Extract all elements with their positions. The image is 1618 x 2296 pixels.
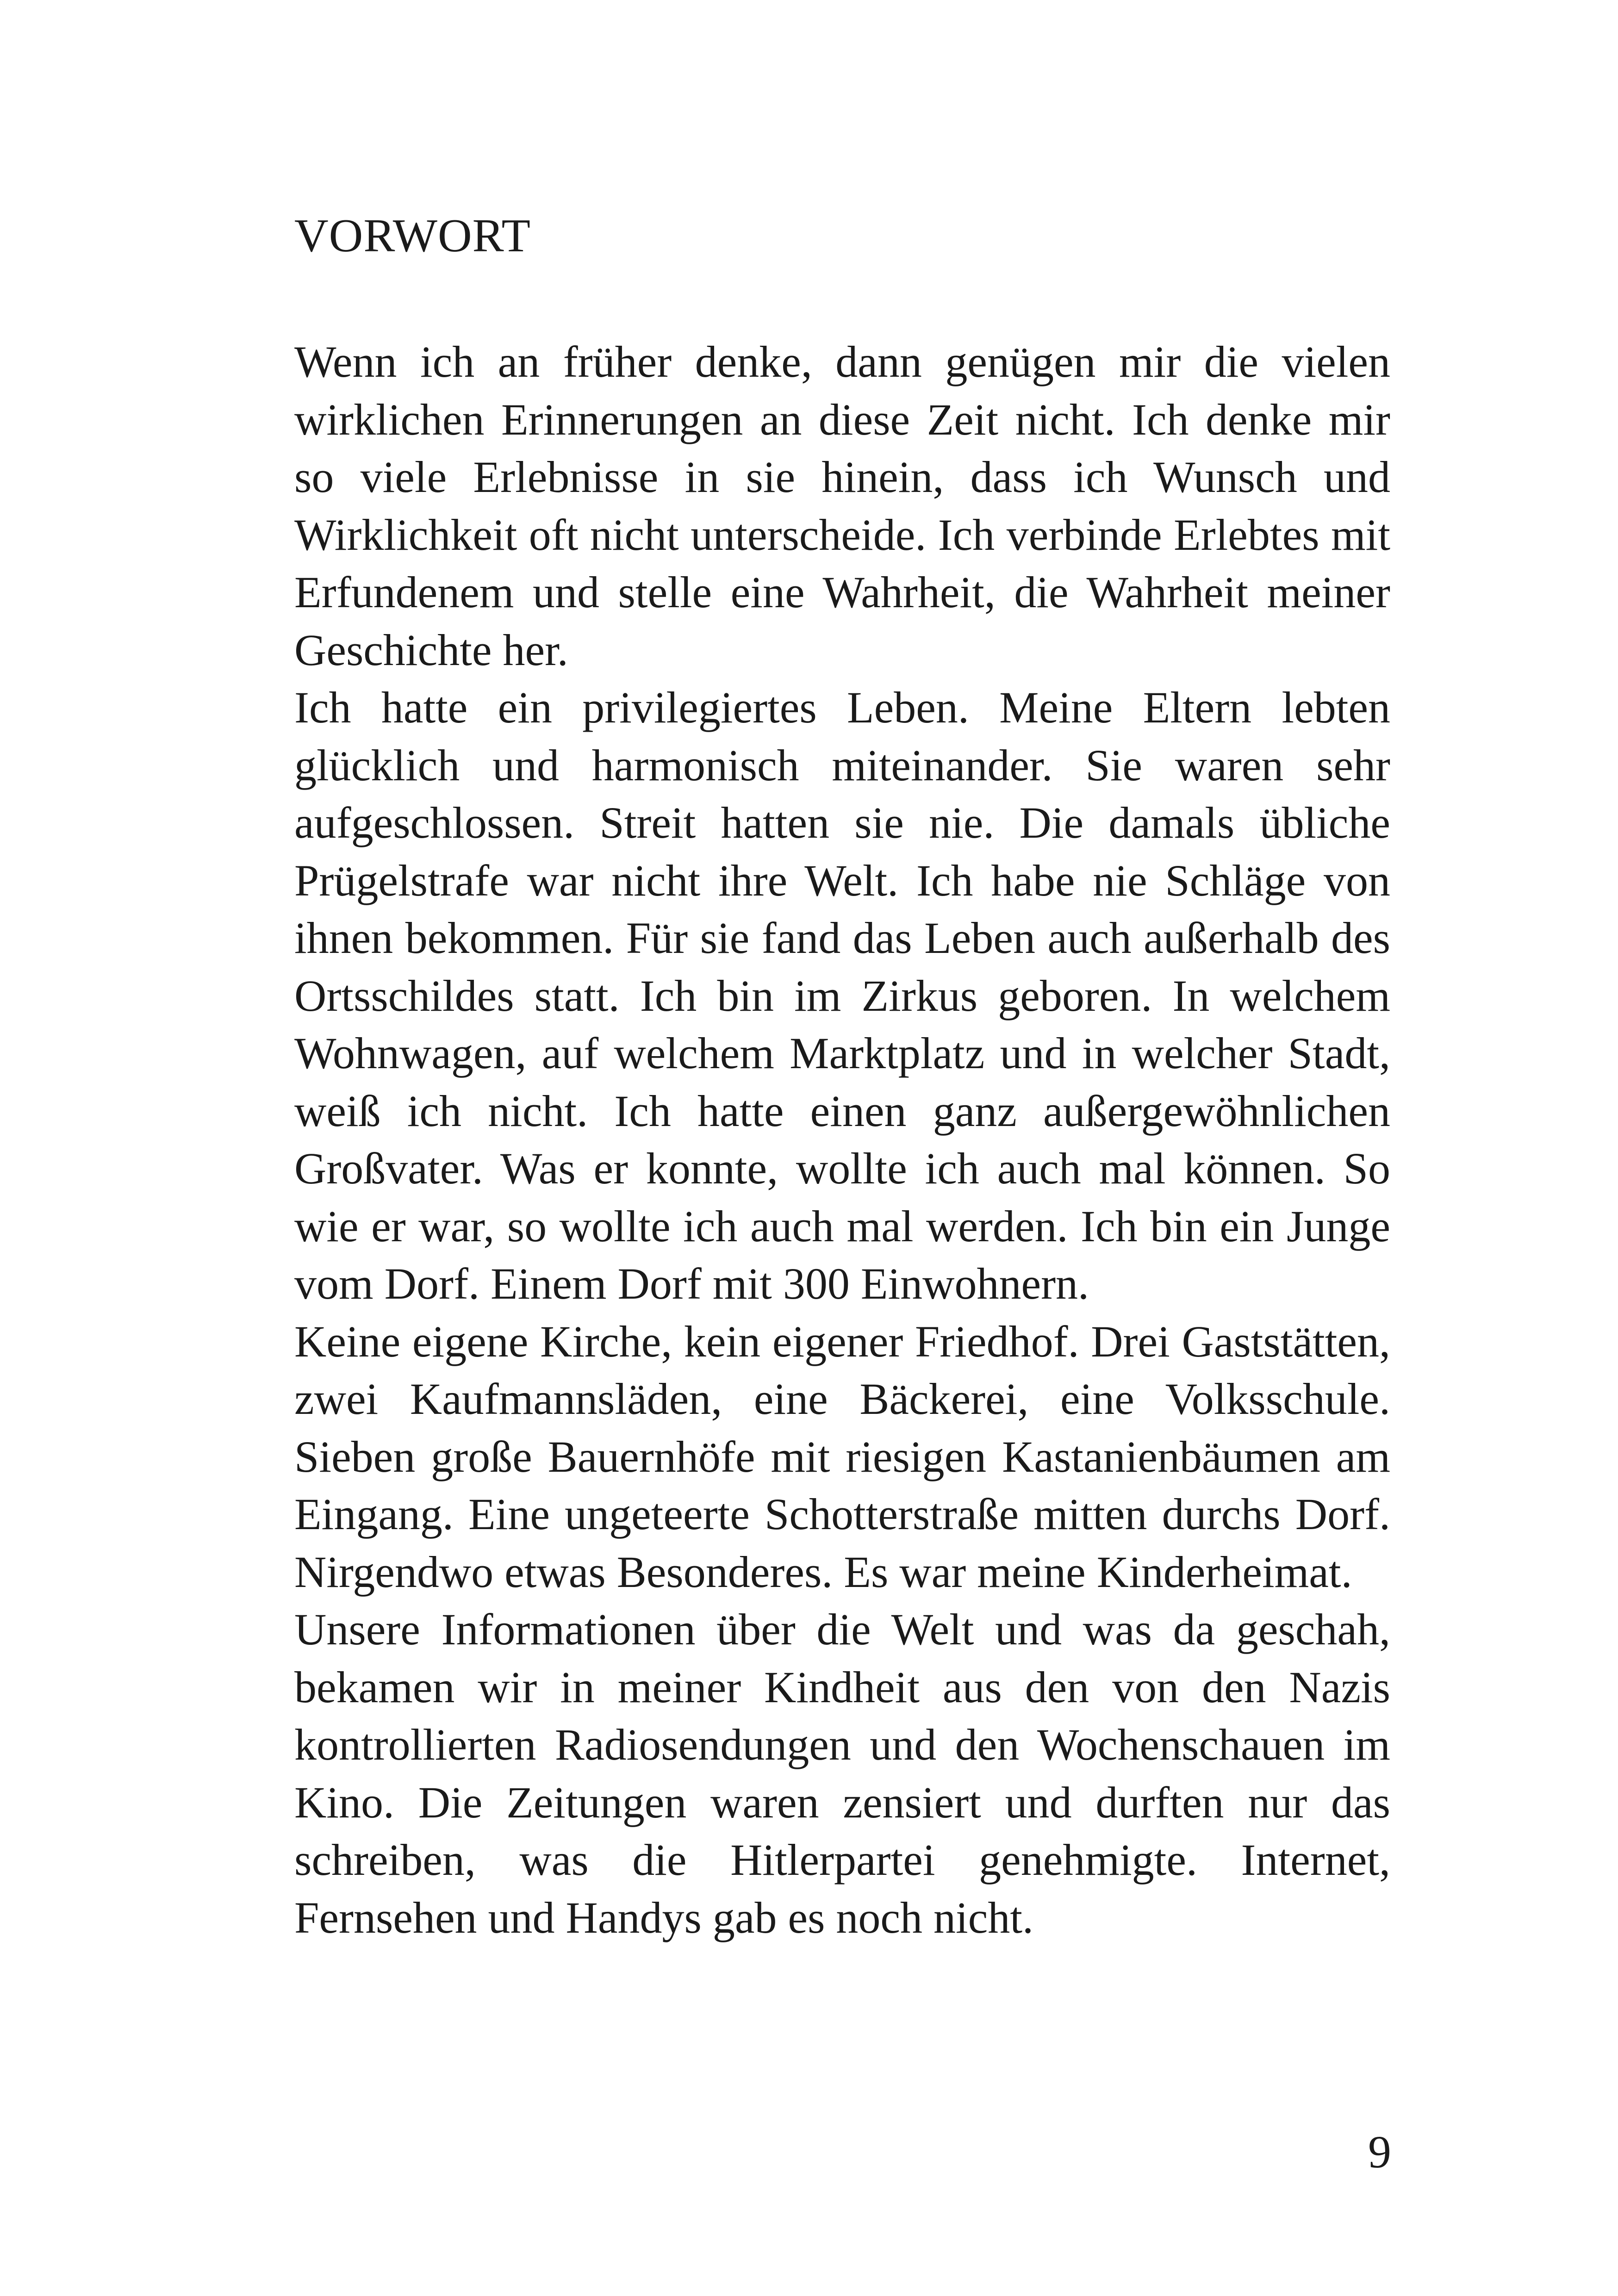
paragraph: Keine eigene Kirche, kein eigener Friedhof. Drei Gaststätten, zwei Kaufmannsläden, eine Bäckerei, eine Volksschule. Sieben große Bauernhöfe mit riesigen Kastanienbäumen am Eingang. Eine ungeteerte Schotterstraße mitten durchs Dorf. Nirgendwo etwas Besonderes. Es war meine Kinderheimat.: [294, 1316, 1390, 1597]
body-text: [294, 333, 1390, 1947]
chapter-heading: VORWORT: [294, 210, 531, 262]
paragraph: Wenn ich an früher denke, dann genügen mir die vielen wirklichen Erinnerungen an diese Zeit nicht. Ich denke mir so viele Erlebnisse in sie hinein, dass ich Wunsch und Wirklichkeit oft nicht unterscheide. Ich verbinde Erlebtes mit Erfundenem und stelle eine Wahrheit, die Wahrheit meiner Geschichte her.: [294, 337, 1390, 675]
page-number: 9: [1368, 2126, 1391, 2178]
paragraph: Unsere Informationen über die Welt und was da geschah, bekamen wir in meiner Kindheit aus den von den Nazis kontrollierten Radiosendungen und den Wochenschauen im Kino. Die Zeitungen waren zensiert und durften nur das schreiben, was die Hitlerpartei genehmigte. Internet, Fernsehen und Handys gab es noch nicht.: [294, 1605, 1390, 1942]
paragraph: Ich hatte ein privilegiertes Leben. Meine Eltern lebten glücklich und harmonisch miteinander. Sie waren sehr aufgeschlossen. Streit hatten sie nie. Die damals übliche Prügelstrafe war nicht ihre Welt. Ich habe nie Schläge von ihnen bekommen. Für sie fand das Leben auch außerhalb des Ortsschildes statt. Ich bin im Zirkus geboren. In welchem Wohnwagen, auf welchem Marktplatz und in welcher Stadt, weiß ich nicht. Ich hatte einen ganz außergewöhnlichen Großvater. Was er konnte, wollte ich auch mal können. So wie er war, so wollte ich auch mal werden. Ich bin ein Junge vom Dorf. Einem Dorf mit 300 Einwohnern.: [294, 683, 1390, 1308]
